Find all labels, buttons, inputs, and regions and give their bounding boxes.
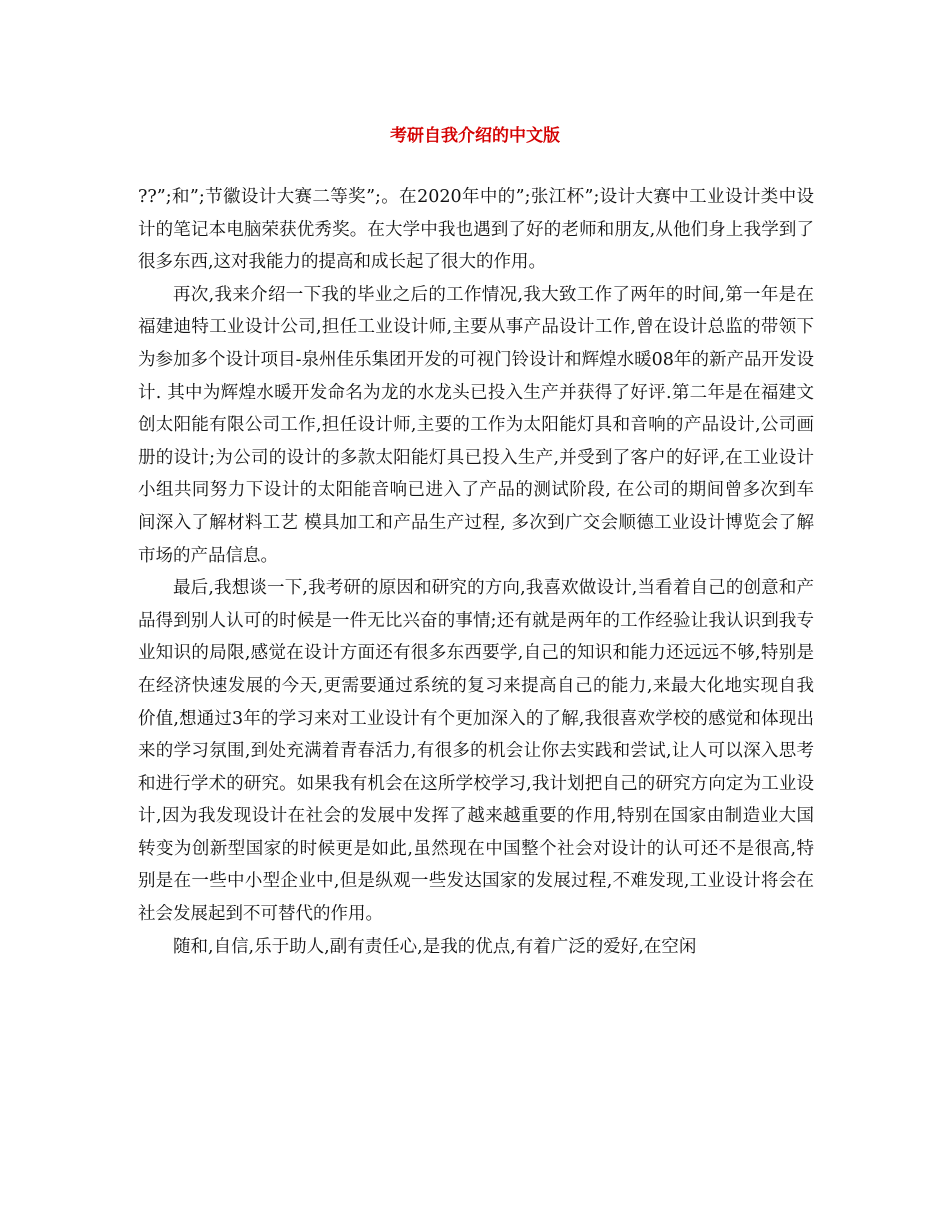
document-body <box>138 181 814 963</box>
paragraph-2: 再次,我来介绍一下我的毕业之后的工作情况,我大致工作了两年的时间,第一年是在福建迪特工业设计公司,担任工业设计师,主要从事产品设计工作,曾在设计总监的带领下为参加多个设计项目-泉州佳乐集团开发的可视门铃设计和辉煌水暖08年的新产品开发设计. 其中为辉煌水暖开发命名为龙的水龙头已投入生产并获得了好评.第二年是在福建文创太阳能有限公司工作,担任设计师,主要的工作为太阳能灯具和音响的产品设计,公司画册的设计;为公司的设计的多款太阳能灯具已投入生产,并受到了客户的好评,在工业设计小组共同努力下设计的太阳能音响已进入了产品的测试阶段, 在公司的期间曾多次到车间深入了解材料工艺 模具加工和产品生产过程, 多次到广交会顺德工业设计博览会了解市场的产品信息。 <box>138 284 814 566</box>
paragraph-3: 最后,我想谈一下,我考研的原因和研究的方向,我喜欢做设计,当看着自己的创意和产品得到别人认可的时候是一件无比兴奋的事情;还有就是两年的工作经验让我认识到我专业知识的局限,感觉在设计方面还有很多东西要学,自己的知识和能力还远远不够,特别是在经济快速发展的今天,更需要通过系统的复习来提高自己的能力,来最大化地实现自我价值,想通过3年的学习来对工业设计有个更加深入的了解,我很喜欢学校的感觉和体现出来的学习氛围,到处充满着青春活力,有很多的机会让你去实践和尝试,让人可以深入思考和进行学术的研究。如果我有机会在这所学校学习,我计划把自己的研究方向定为工业设计,因为我发现设计在社会的发展中发挥了越来越重要的作用,特别在国家由制造业大国转变为创新型国家的时候更是如此,虽然现在中国整个社会对设计的认可还不是很高,特别是在一些中小型企业中,但是纵观一些发达国家的发展过程,不难发现,工业设计将会在社会发展起到不可替代的作用。 <box>138 578 814 925</box>
paragraph-4: 随和,自信,乐于助人,副有责任心,是我的优点,有着广泛的爱好,在空闲 <box>173 936 697 957</box>
paragraph-1: ??”;和”;节徽设计大赛二等奖”;。在2020年中的”;张江杯”;设计大赛中工业设计类中设计的笔记本电脑荣获优秀奖。在大学中我也遇到了好的老师和朋友,从他们身上我学到了很多东西,这对我能力的提高和成长起了很大的作用。 <box>138 187 814 273</box>
document-title: 考研自我介绍的中文版 <box>390 126 560 146</box>
